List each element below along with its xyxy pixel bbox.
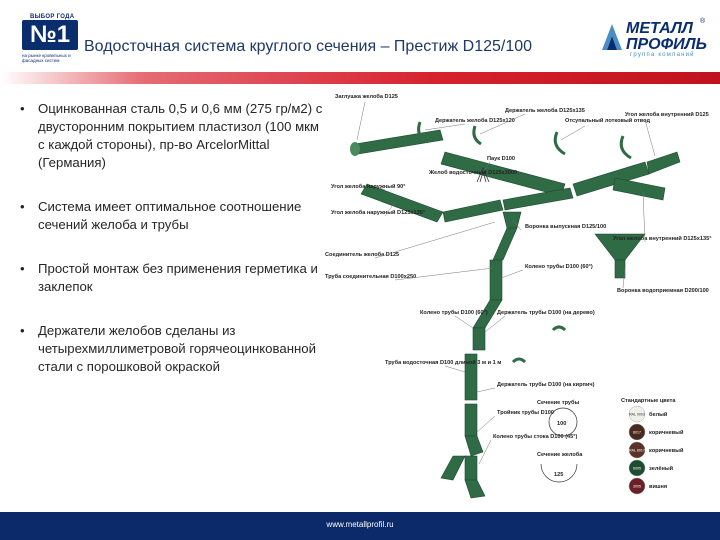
label-drain-elbow: Колено трубы стока D100 (45°)	[493, 434, 578, 440]
label-gutter-holder-long: Держатель желоба D125х135	[505, 108, 585, 114]
metallprofil-logo-word1: МЕТАЛЛ	[626, 20, 693, 37]
label-zaglushka: Заглушка желоба D125	[335, 94, 398, 100]
color-swatch-code: RAL 8017	[629, 448, 645, 453]
gutter-outlet	[503, 212, 521, 228]
label-gutter-section: Сечение желоба	[537, 452, 583, 458]
gutter-hangers	[419, 122, 631, 158]
gutter-cross-section	[537, 451, 583, 482]
label-pipe-holder-wood: Держатель трубы D100 (на дерево)	[497, 310, 595, 316]
metallprofil-logo-word2: ПРОФИЛЬ	[626, 36, 707, 53]
bullet-item	[18, 322, 323, 376]
color-swatch-code: 8017	[633, 430, 641, 435]
standard-colors	[621, 398, 684, 494]
bullet-dot-icon: •	[20, 199, 25, 214]
color-swatch-label: зелёный	[649, 466, 674, 472]
color-swatch-code: RAL 9003	[629, 412, 645, 417]
metallprofil-logo-tagline: группа компаний	[630, 52, 695, 58]
label-internal-corner-135: Угол желоба внутренний D125х135°	[613, 236, 712, 242]
bullet-text: Простой монтаж без применения герметика и заклепок	[38, 261, 318, 294]
bullet-dot-icon: •	[20, 261, 25, 276]
label-gutter-holder: Держатель желоба D125х120	[435, 118, 515, 124]
gutter-system-diagram	[325, 92, 715, 504]
label-pipe-holder-brick: Держатель трубы D100 (на кирпич)	[497, 382, 595, 388]
svg-text:Заглушка желоба D125	[335, 93, 398, 100]
label-tee: Тройник трубы D100	[497, 410, 554, 416]
slide-title: Водосточная система круглого сечения – Престиж D125/100	[84, 38, 533, 55]
slide-header	[0, 0, 720, 78]
bullet-item	[18, 198, 323, 234]
color-swatch-label: вишня	[649, 484, 668, 490]
pipe-cross-section	[537, 399, 580, 436]
label-internal-corner: Угол желоба внутренний D125	[625, 112, 709, 118]
bullet-text: Оцинкованная сталь 0,5 и 0,6 мм (275 гр/м2) с двусторонним покрытием пластизол (100 мкм с каждой стороны), пр-во ArcelorMittal (Германия)	[38, 101, 323, 170]
registered-mark: ®	[700, 18, 706, 25]
gutter-end-cap	[350, 142, 360, 156]
label-outlet-funnel: Воронка выпускная D125/100	[525, 224, 607, 230]
funnel-spout	[615, 260, 625, 278]
label-external-corner-135: Угол желоба наружный D125х135°	[331, 210, 426, 216]
metallprofil-mark-icon	[600, 22, 624, 52]
metallprofil-logo	[600, 18, 710, 62]
label-pipe-section: Сечение трубы	[537, 400, 580, 406]
label-gutter: Желоб водосточный D125х3000	[429, 170, 518, 176]
bullet-list	[18, 100, 323, 402]
footer-bar	[0, 512, 720, 540]
color-swatch-label: коричневый	[649, 448, 684, 454]
award-logo-caption: ВЫБОР ГОДА	[30, 14, 75, 20]
color-swatch-label: белый	[649, 412, 668, 418]
color-swatch-label: коричневый	[649, 430, 684, 436]
bullet-item	[18, 100, 323, 172]
award-logo-number: №1	[29, 21, 71, 48]
footer-url: www.metallprofil.ru	[326, 520, 394, 529]
label-downpipe: Труба водосточная D100 длиной 3 м и 1 м	[385, 360, 502, 366]
bullet-dot-icon: •	[20, 101, 25, 116]
pipe-holders	[513, 327, 565, 362]
label-connecting-pipe: Труба соединительная D100х250	[325, 274, 417, 280]
label-pipe-elbow-1: Колено трубы D100 (60°)	[525, 264, 593, 270]
label-strainer: Паук D100	[487, 156, 515, 162]
colors-title: Стандартные цвета	[621, 398, 676, 404]
bullet-text: Держатели желобов сделаны из четырехмиллиметровой горячеоцинкованной стали с порошковой окраской	[38, 323, 316, 374]
gutter-assembly	[350, 130, 680, 222]
label-gutter-outlet-offset: Отсупальный лотковый отвод	[565, 118, 650, 124]
label-dim-100: 100	[557, 421, 567, 427]
award-logo-subtitle: на рынке кровельных и фасадных систем	[22, 53, 71, 63]
bullet-dot-icon: •	[20, 323, 25, 338]
award-logo	[22, 14, 80, 66]
bullet-text: Система имеет оптимальное соотношение сечений желоба и трубы	[38, 199, 302, 232]
label-pipe-elbow-2: Колено трубы D100 (60°)	[420, 310, 488, 316]
color-swatch-code: 6005	[633, 466, 641, 471]
label-gutter-connector: Соединитель желоба D125	[325, 252, 400, 258]
bullet-item	[18, 260, 323, 296]
label-dim-125: 125	[554, 472, 564, 478]
label-external-corner-90: Угол желоба наружный 90°	[331, 184, 406, 190]
label-intake-funnel: Воронка водоприемная D200/100	[617, 288, 709, 294]
header-red-stripe	[0, 72, 720, 84]
color-swatch-code: 3005	[633, 484, 641, 489]
